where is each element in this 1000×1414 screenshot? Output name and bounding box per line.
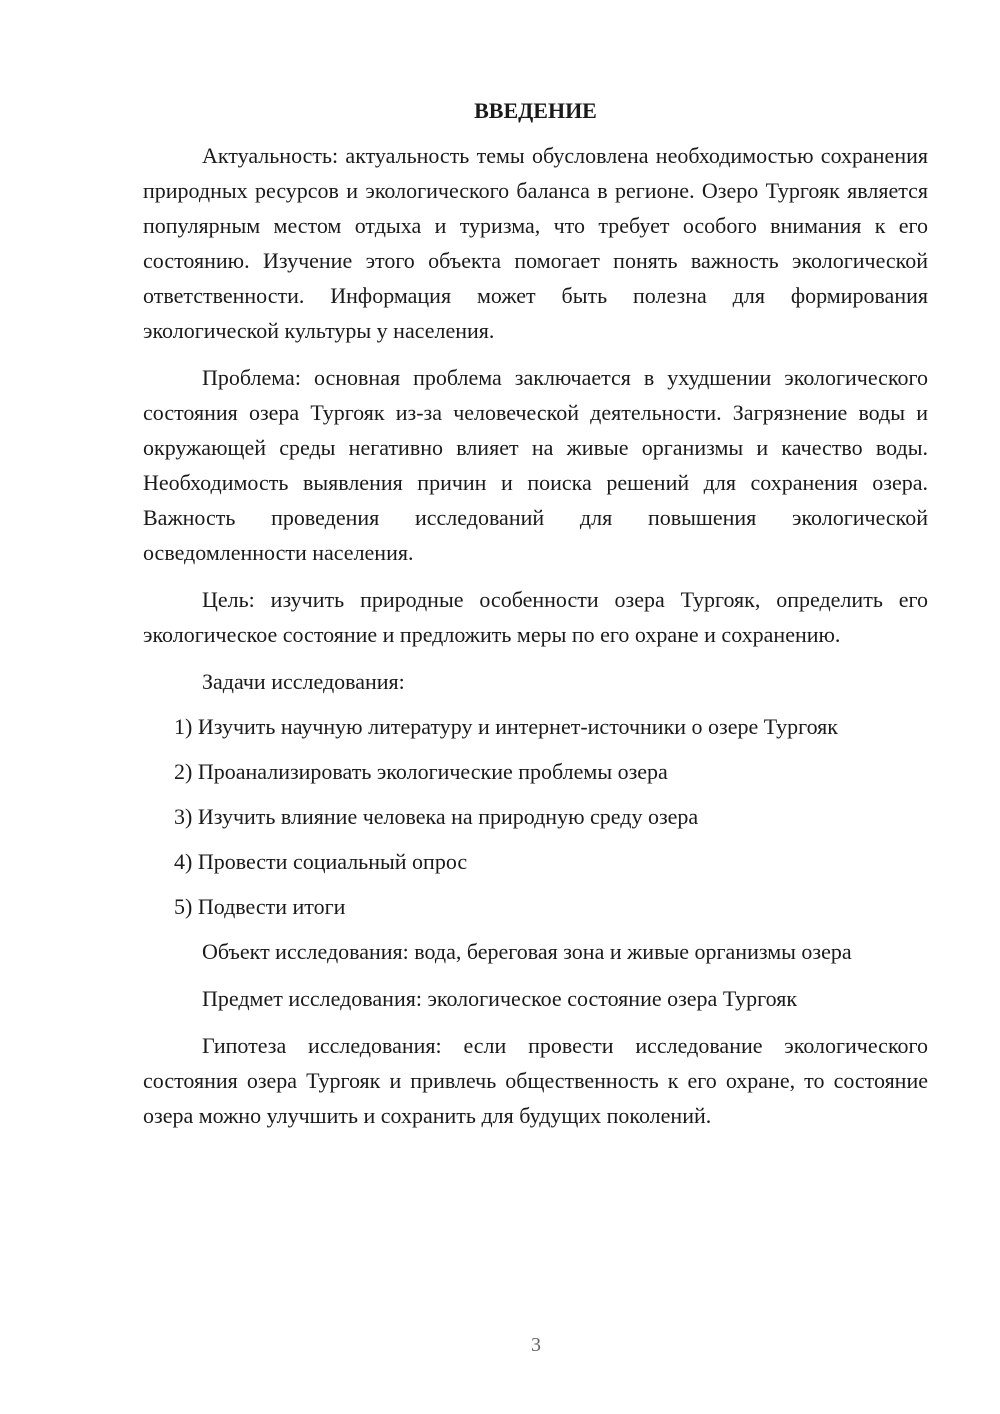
object-paragraph: Объект исследования: вода, береговая зона и живые организмы озера — [202, 939, 852, 964]
task-item: 2) Проанализировать экологические проблемы озера — [174, 759, 668, 784]
subject-paragraph: Предмет исследования: экологическое состояние озера Тургояк — [202, 986, 798, 1011]
tasks-heading: Задачи исследования: — [202, 669, 405, 694]
task-item: 5) Подвести итоги — [174, 894, 346, 919]
task-item: 1) Изучить научную литературу и интернет-источники о озере Тургояк — [174, 714, 838, 739]
page-title: ВВЕДЕНИЕ — [474, 98, 597, 123]
hypothesis-paragraph: Гипотеза исследования: если провести исследование экологического состояния озера Тургояк и привлечь общественность к его охране, то состояние озера можно улучшить и сохранить для будущих поколений. — [143, 1033, 928, 1128]
page-number: 3 — [531, 1334, 541, 1356]
task-item: 3) Изучить влияние человека на природную среду озера — [174, 804, 699, 829]
task-list — [143, 709, 928, 924]
task-item: 4) Провести социальный опрос — [174, 849, 468, 874]
document-page — [143, 96, 928, 1145]
problem-paragraph: Проблема: основная проблема заключается в ухудшении экологического состояния озера Тургояк из-за человеческой деятельности. Загрязнение воды и окружающей среды негативно влияет на живые организмы и качество воды. Необходимость выявления причин и поиска решений для сохранения озера. Важность проведения исследований для повышения экологической осведомленности населения. — [143, 365, 928, 565]
goal-paragraph: Цель: изучить природные особенности озера Тургояк, определить его экологическое состояние и предложить меры по его охране и сохранению. — [143, 587, 928, 647]
relevance-paragraph: Актуальность: актуальность темы обусловлена необходимостью сохранения природных ресурсов и экологического баланса в регионе. Озеро Тургояк является популярным местом отдыха и туризма, что требует особого внимания к его состоянию. Изучение этого объекта помогает понять важность экологической ответственности. Информация может быть полезна для формирования экологической культуры у населения. — [143, 143, 928, 343]
